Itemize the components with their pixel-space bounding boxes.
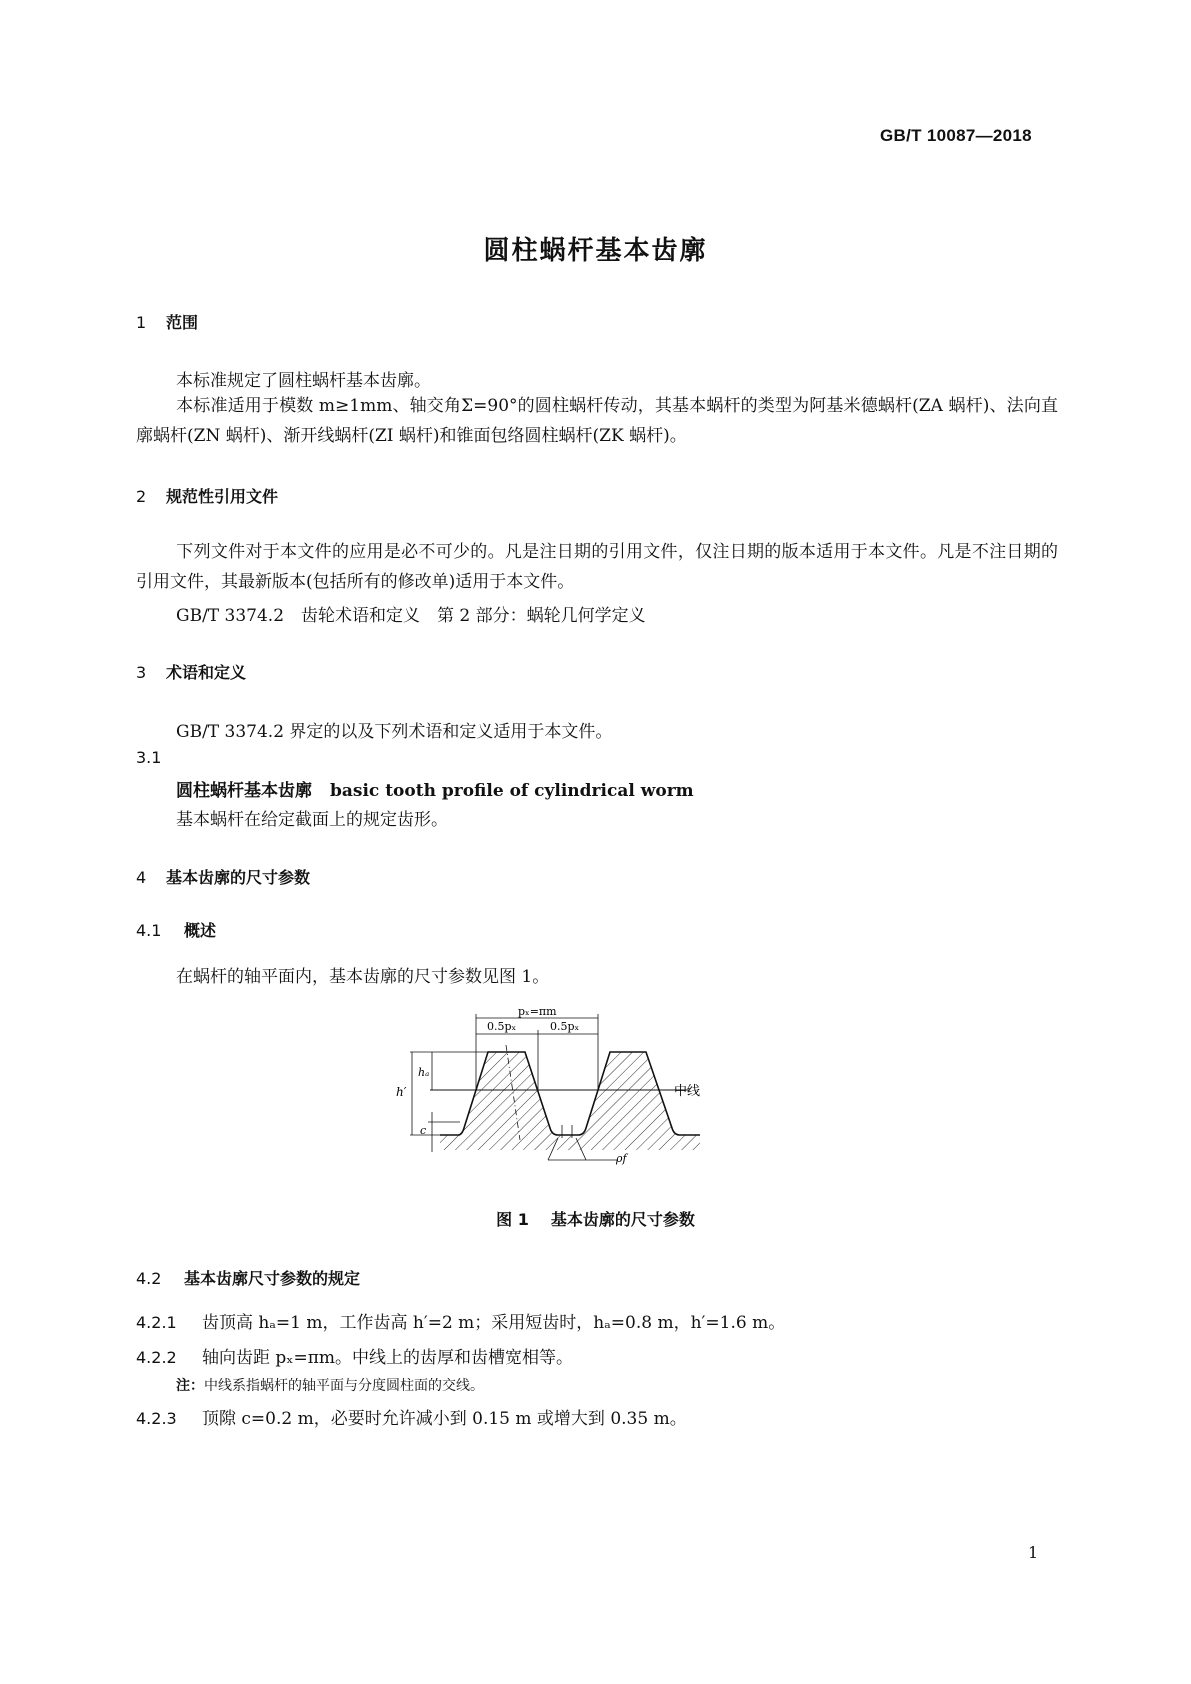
rho-label: ρf — [616, 1152, 627, 1165]
section-number: 1 — [136, 313, 147, 332]
half-pitch-label-1: 0.5pₓ — [487, 1020, 517, 1033]
document-title: 圆柱蜗杆基本齿廓 — [483, 236, 708, 266]
term-entry — [176, 776, 694, 801]
figure-1-caption — [0, 1207, 1191, 1230]
clause-number: 4.2.3 — [136, 1409, 177, 1428]
note-text: 中线系指蜗杆的轴平面与分度圆柱面的交线。 — [204, 1378, 484, 1394]
subsection-4-2-heading — [136, 1266, 360, 1289]
ha-label: hₐ — [418, 1066, 430, 1079]
section-2-paragraph-1 — [136, 537, 1058, 597]
clause-text: 顶隙 c=0.2 m，必要时允许减小到 0.15 m 或增大到 0.35 m。 — [202, 1409, 687, 1429]
subsection-4-1-text: 在蜗杆的轴平面内，基本齿廓的尺寸参数见图 1。 — [176, 967, 550, 987]
subsection-number: 4.2 — [136, 1269, 162, 1288]
term-definition: 基本蜗杆在给定截面上的规定齿形。 — [176, 810, 448, 830]
section-number: 2 — [136, 487, 147, 506]
figure-1-diagram — [390, 1000, 720, 1175]
term-english: basic tooth profile of cylindrical worm — [330, 781, 694, 801]
clause-number: 4.2.2 — [136, 1348, 177, 1367]
section-1-paragraph-1: 本标准规定了圆柱蜗杆基本齿廓。 — [176, 371, 431, 391]
term-chinese: 圆柱蜗杆基本齿廓 — [176, 781, 312, 801]
clause-4-2-2 — [136, 1343, 573, 1368]
clause-4-2-3 — [136, 1404, 687, 1429]
subsection-title: 概述 — [184, 921, 217, 940]
section-title: 范围 — [166, 313, 199, 332]
normative-reference: GB/T 3374.2 齿轮术语和定义 第 2 部分：蜗轮几何学定义 — [176, 606, 646, 626]
section-title: 规范性引用文件 — [166, 487, 279, 506]
section-3-paragraph-1: GB/T 3374.2 界定的以及下列术语和定义适用于本文件。 — [176, 722, 613, 742]
section-3-heading — [136, 660, 246, 683]
section-title: 基本齿廓的尺寸参数 — [166, 868, 311, 887]
center-line-label: 中线 — [674, 1084, 701, 1099]
clause-number: 4.2.1 — [136, 1313, 177, 1332]
subsection-title: 基本齿廓尺寸参数的规定 — [184, 1269, 361, 1288]
section-title: 术语和定义 — [166, 663, 247, 682]
subsection-4-1-heading — [136, 918, 216, 941]
c-label: c — [420, 1124, 427, 1137]
hprime-label: h′ — [396, 1085, 407, 1099]
standard-number: GB/T 10087—2018 — [880, 126, 1032, 145]
subsection-number: 4.1 — [136, 921, 162, 940]
half-pitch-label-2: 0.5pₓ — [550, 1020, 580, 1033]
section-1-heading — [136, 310, 198, 333]
clause-text: 轴向齿距 pₓ=πm。中线上的齿厚和齿槽宽相等。 — [202, 1348, 574, 1368]
paragraph-text: 本标准适用于模数 m≥1mm、轴交角Σ=90°的圆柱蜗杆传动，其基本蜗杆的类型为阿基米德蜗杆(ZA 蜗杆)、法向直廓蜗杆(ZN 蜗杆)、渐开线蜗杆(ZI 蜗杆)和锥面包络圆柱蜗杆(ZK 蜗杆)。 — [136, 396, 1058, 446]
section-number: 4 — [136, 868, 147, 887]
figure-caption-text: 基本齿廓的尺寸参数 — [550, 1210, 695, 1229]
section-1-paragraph-2 — [136, 391, 1058, 451]
section-number: 3 — [136, 663, 147, 682]
page-number: 1 — [1028, 1543, 1039, 1562]
term-number: 3.1 — [136, 748, 162, 767]
paragraph-text: 下列文件对于本文件的应用是必不可少的。凡是注日期的引用文件，仅注日期的版本适用于本文件。凡是不注日期的引用文件，其最新版本(包括所有的修改单)适用于本文件。 — [136, 542, 1058, 592]
note — [176, 1375, 484, 1395]
clause-4-2-1 — [136, 1308, 785, 1333]
section-4-heading — [136, 865, 310, 888]
section-2-heading — [136, 484, 278, 507]
note-label: 注： — [176, 1378, 204, 1394]
clause-text: 齿顶高 hₐ=1 m，工作齿高 h′=2 m；采用短齿时，hₐ=0.8 m，h′=1.6 m。 — [202, 1313, 786, 1333]
px-label: pₓ=πm — [518, 1005, 557, 1018]
figure-label: 图 1 — [496, 1210, 529, 1229]
